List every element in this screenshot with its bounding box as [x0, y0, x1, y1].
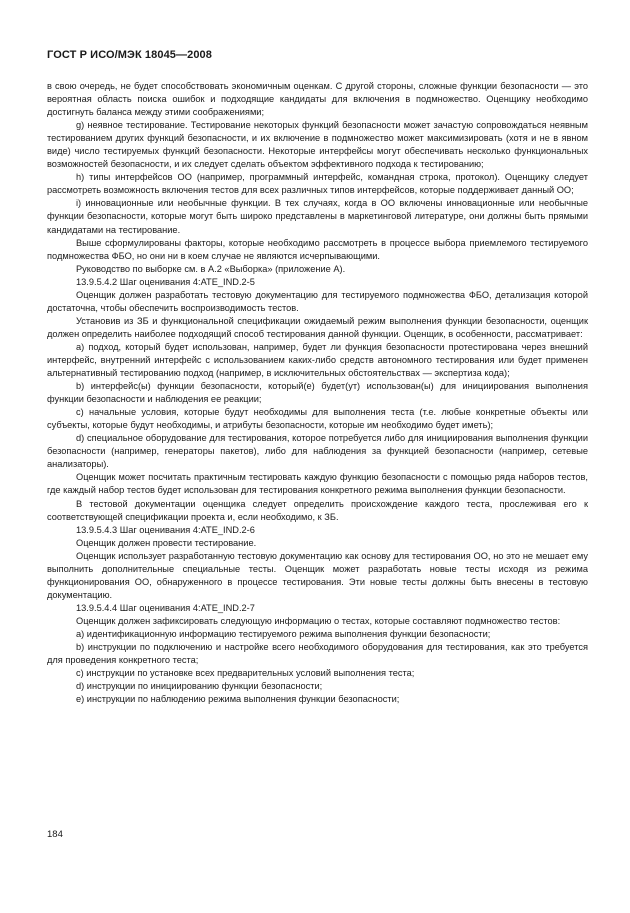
body-paragraph: 13.9.5.4.4 Шаг оценивания 4:ATE_IND.2-7 — [76, 602, 255, 613]
body-paragraph: Оценщик должен зафиксировать следующую информацию о тестах, которые составляют подмножество тестов: — [76, 615, 561, 626]
document-body — [47, 80, 588, 706]
page-header-standard-title: ГОСТ Р ИСО/МЭК 18045—2008 — [47, 49, 212, 61]
body-paragraph: с) начальные условия, которые будут необходимы для выполнения теста (т.е. любые конкретные объекты или субъекты, которые будут необходимы, и атрибуты безопасности, которые им необходимо будет иметь); — [47, 407, 588, 431]
body-paragraph: Установив из ЗБ и функциональной спецификации ожидаемый режим выполнения функции безопасности, оценщик должен определить наиболее подходящий способ тестирования данной функции. Оценщик, в особенности, рассматривает: — [47, 315, 588, 339]
body-paragraph: Оценщик должен разработать тестовую документацию для тестируемого подмножества ФБО, детализация которой достаточна, чтобы обеспечить воспроизводимость тестов. — [47, 289, 588, 313]
body-paragraph: 13.9.5.4.3 Шаг оценивания 4:ATE_IND.2-6 — [76, 524, 255, 535]
body-paragraph: Руководство по выборке см. в А.2 «Выборка» (приложение А). — [76, 263, 346, 274]
body-paragraph: в свою очередь, не будет способствовать экономичным оценкам. С другой стороны, сложные функции безопасности — это вероятная область поиска ошибок и подходящие кандидаты для включения в подмножество. Оценщику необходимо достигнуть баланса между этими соображениями; — [47, 81, 588, 118]
body-paragraph: с) инструкции по установке всех предварительных условий выполнения теста; — [76, 668, 415, 679]
body-paragraph: Оценщик должен провести тестирование. — [76, 537, 257, 548]
body-paragraph: d) специальное оборудование для тестирования, которое потребуется либо для инициирования выполнения функции безопасности (например, генераторы пакетов), либо для наблюдения за функцией безопасности (например, сетевые анализаторы). — [47, 433, 588, 470]
page-number: 184 — [47, 829, 63, 840]
body-paragraph: 13.9.5.4.2 Шаг оценивания 4:ATE_IND.2-5 — [76, 276, 255, 287]
body-paragraph: h) типы интерфейсов ОО (например, программный интерфейс, командная строка, протокол). Оценщику следует рассмотреть возможность включения тестов для всех различных типов интерфейсов, которые поддерживает данный ОО; — [47, 172, 588, 196]
body-paragraph: Оценщик может посчитать практичным тестировать каждую функцию безопасности с помощью ряда наборов тестов, где каждый набор тестов будет использован для тестирования конкретного режима выполнения функции безопасности. — [47, 472, 588, 496]
body-paragraph: d) инструкции по инициированию функции безопасности; — [76, 681, 323, 692]
body-paragraph: а) подход, который будет использован, например, будет ли функция безопасности протестирована через внешний интерфейс, внутренний интерфейс с использованием каких-либо средств автономного тестирования или будет применен альтернативный тестированию подход (например, в исключительных обстоятельствах — экспертиза кода); — [47, 341, 588, 379]
body-paragraph: Оценщик использует разработанную тестовую документацию как основу для тестирования ОО, но это не мешает ему выполнить дополнительные специальные тесты. Оценщик может разработать новые тесты исходя из режима функционирования ОО, обнаруженного в процессе тестирования. Эти новые тесты должны быть внесены в тестовую документацию. — [47, 550, 588, 600]
body-paragraph: а) идентификационную информацию тестируемого режима выполнения функции безопасности; — [76, 628, 491, 639]
body-paragraph: b) инструкции по подключению и настройке всего необходимого оборудования для тестирования, как это требуется для проведения конкретного теста; — [47, 642, 588, 666]
body-paragraph: е) инструкции по наблюдению режима выполнения функции безопасности; — [76, 694, 400, 705]
body-paragraph: Выше сформулированы факторы, которые необходимо рассмотреть в процессе выбора приемлемого тестируемого подмножества ФБО, но они ни в коем случае не являются исчерпывающими. — [47, 237, 588, 261]
body-paragraph: В тестовой документации оценщика следует определить происхождение каждого теста, прослеживая его к соответствующей спецификации проекта и, если необходимо, к ЗБ. — [47, 498, 588, 522]
body-paragraph: g) неявное тестирование. Тестирование некоторых функций безопасности может зачастую сопровождаться неявным тестированием других функций безопасности, и их включение в подмножество может максимизировать (хотя и не в явном виде) число тестируемых функций безопасности. Некоторые интерфейсы могут обеспечивать несколько функциональных возможностей безопасности, и их следует сделать объектом эффективного подхода к тестированию; — [47, 120, 588, 170]
body-paragraph: i) инновационные или необычные функции. В тех случаях, когда в ОО включены инновационные или необычные функции безопасности, которые могут быть широко представлены в маркетинговой литературе, они должны быть прямыми кандидатами на тестирование. — [47, 198, 588, 235]
body-paragraph: b) интерфейс(ы) функции безопасности, который(е) будет(ут) использован(ы) для инициирования выполнения функции безопасности и наблюдения ее реакции; — [47, 381, 588, 405]
